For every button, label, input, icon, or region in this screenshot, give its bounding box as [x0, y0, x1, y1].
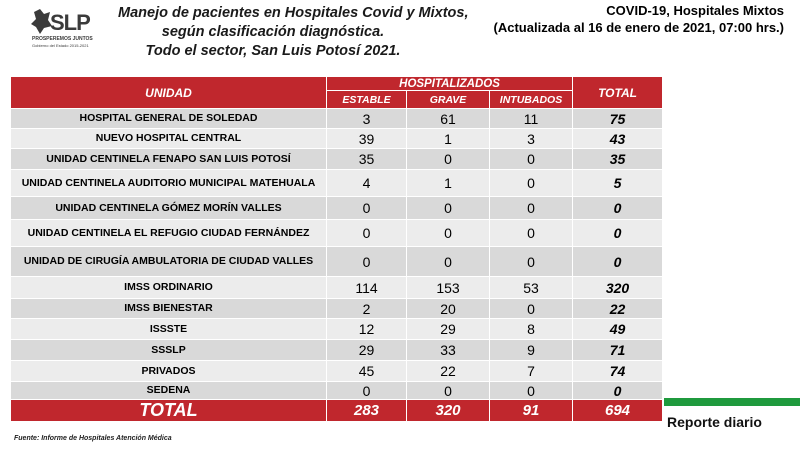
grave-cell: 33	[407, 340, 490, 361]
estable-cell: 39	[327, 129, 407, 149]
col-total-header: TOTAL	[573, 77, 663, 109]
grave-cell: 153	[407, 277, 490, 299]
title-line-2: según clasificación diagnóstica.	[161, 24, 385, 40]
unidad-cell: IMSS ORDINARIO	[11, 277, 327, 299]
grave-cell: 0	[407, 382, 490, 400]
report-heading-date: (Actualizada al 16 de enero de 2021, 07:00 hrs.)	[493, 20, 784, 35]
total-cell: 320	[573, 277, 663, 299]
total-cell: 0	[573, 220, 663, 247]
intubados-cell: 0	[490, 149, 573, 170]
intubados-cell: 0	[490, 220, 573, 247]
page-title	[118, 4, 469, 61]
table-row	[11, 170, 663, 197]
unidad-cell: SSSLP	[11, 340, 327, 361]
table-row	[11, 299, 663, 319]
grave-cell: 29	[407, 319, 490, 340]
estable-cell: 114	[327, 277, 407, 299]
intubados-cell: 0	[490, 247, 573, 277]
col-intubados-header: INTUBADOS	[490, 91, 573, 109]
grave-cell: 61	[407, 109, 490, 129]
grave-cell: 0	[407, 149, 490, 170]
table-row	[11, 109, 663, 129]
col-hospitalizados-header: HOSPITALIZADOS	[327, 77, 573, 91]
total-grave: 320	[407, 400, 490, 422]
grave-cell: 0	[407, 197, 490, 220]
table-row	[11, 382, 663, 400]
table-row	[11, 361, 663, 382]
intubados-cell: 0	[490, 197, 573, 220]
total-label: TOTAL	[11, 400, 327, 422]
table-row	[11, 340, 663, 361]
total-cell: 49	[573, 319, 663, 340]
total-cell: 75	[573, 109, 663, 129]
table-row	[11, 220, 663, 247]
logo-government: Gobierno del Estado 2015-2021	[32, 43, 89, 48]
col-estable-header: ESTABLE	[327, 91, 407, 109]
grave-cell: 1	[407, 170, 490, 197]
title-line-1: Manejo de pacientes en Hospitales Covid y Mixtos,	[118, 5, 469, 21]
title-line-3: Todo el sector, San Luis Potosí 2021.	[145, 43, 401, 59]
unidad-cell: UNIDAD DE CIRUGÍA AMBULATORIA DE CIUDAD VALLES	[11, 247, 327, 277]
intubados-cell: 53	[490, 277, 573, 299]
grave-cell: 22	[407, 361, 490, 382]
total-cell: 22	[573, 299, 663, 319]
col-unidad-header: UNIDAD	[11, 77, 327, 109]
total-cell: 5	[573, 170, 663, 197]
estable-cell: 2	[327, 299, 407, 319]
table-row	[11, 277, 663, 299]
unidad-cell: ISSSTE	[11, 319, 327, 340]
intubados-cell: 11	[490, 109, 573, 129]
total-cell: 0	[573, 197, 663, 220]
patients-table	[10, 76, 663, 422]
unidad-cell: NUEVO HOSPITAL CENTRAL	[11, 129, 327, 149]
table-total-row	[11, 400, 663, 422]
table-row	[11, 129, 663, 149]
total-cell: 71	[573, 340, 663, 361]
unidad-cell: UNIDAD CENTINELA AUDITORIO MUNICIPAL MATEHUALA	[11, 170, 327, 197]
table-row	[11, 319, 663, 340]
grave-cell: 0	[407, 247, 490, 277]
estable-cell: 4	[327, 170, 407, 197]
grave-cell: 20	[407, 299, 490, 319]
col-grave-header: GRAVE	[407, 91, 490, 109]
unidad-cell: SEDENA	[11, 382, 327, 400]
unidad-cell: UNIDAD CENTINELA FENAPO SAN LUIS POTOSÍ	[11, 149, 327, 170]
estable-cell: 45	[327, 361, 407, 382]
total-intubados: 91	[490, 400, 573, 422]
accent-bar	[664, 398, 800, 406]
slp-logo	[30, 8, 110, 52]
intubados-cell: 3	[490, 129, 573, 149]
report-heading-title: COVID-19, Hospitales Mixtos	[606, 3, 784, 18]
total-cell: 74	[573, 361, 663, 382]
estable-cell: 35	[327, 149, 407, 170]
total-estable: 283	[327, 400, 407, 422]
table-row	[11, 197, 663, 220]
total-cell: 0	[573, 382, 663, 400]
unidad-cell: PRIVADOS	[11, 361, 327, 382]
intubados-cell: 9	[490, 340, 573, 361]
grave-cell: 1	[407, 129, 490, 149]
total-cell: 0	[573, 247, 663, 277]
unidad-cell: HOSPITAL GENERAL DE SOLEDAD	[11, 109, 327, 129]
estable-cell: 0	[327, 382, 407, 400]
unidad-cell: UNIDAD CENTINELA EL REFUGIO CIUDAD FERNÁNDEZ	[11, 220, 327, 247]
estable-cell: 0	[327, 220, 407, 247]
estable-cell: 3	[327, 109, 407, 129]
intubados-cell: 7	[490, 361, 573, 382]
report-heading	[494, 2, 784, 36]
grave-cell: 0	[407, 220, 490, 247]
total-cell: 35	[573, 149, 663, 170]
source-note: Fuente: Informe de Hospitales Atención Médica	[14, 435, 172, 442]
logo-slogan: PROSPEREMOS JUNTOS	[32, 36, 93, 42]
unidad-cell: UNIDAD CENTINELA GÓMEZ MORÍN VALLES	[11, 197, 327, 220]
unidad-cell: IMSS BIENESTAR	[11, 299, 327, 319]
reporte-label: Reporte diario	[667, 414, 762, 430]
total-general: 694	[573, 400, 663, 422]
estable-cell: 0	[327, 247, 407, 277]
estable-cell: 12	[327, 319, 407, 340]
logo-wordmark: SLP	[50, 10, 90, 35]
intubados-cell: 0	[490, 299, 573, 319]
intubados-cell: 8	[490, 319, 573, 340]
table-row	[11, 149, 663, 170]
table-row	[11, 247, 663, 277]
intubados-cell: 0	[490, 170, 573, 197]
estable-cell: 0	[327, 197, 407, 220]
intubados-cell: 0	[490, 382, 573, 400]
estable-cell: 29	[327, 340, 407, 361]
total-cell: 43	[573, 129, 663, 149]
